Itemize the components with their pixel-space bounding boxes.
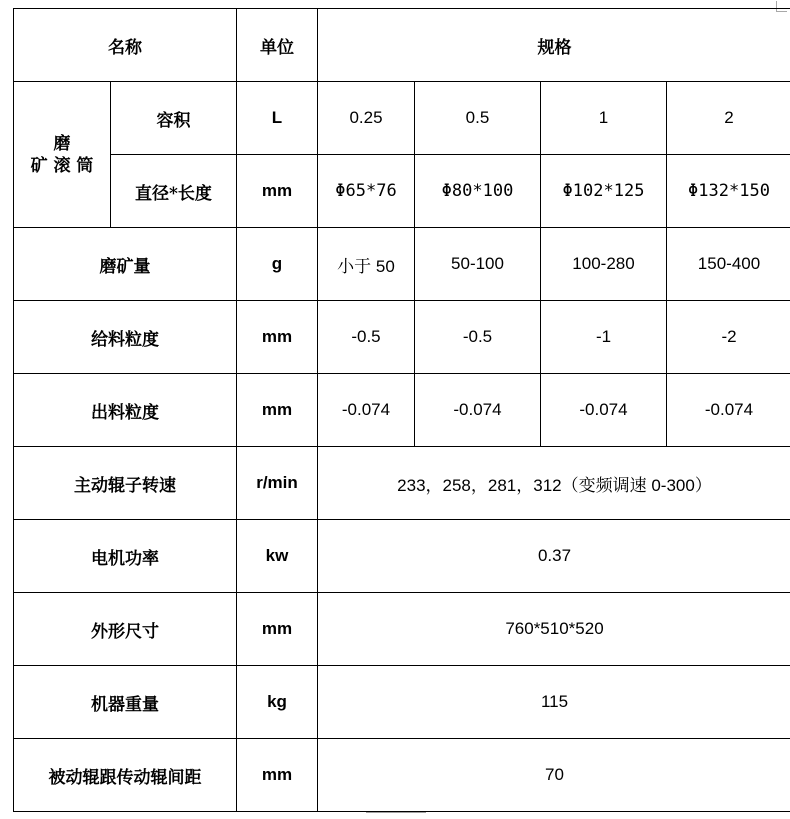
row-value: 150-400 — [667, 228, 790, 301]
spec-table — [13, 8, 790, 812]
row-value: 100-280 — [541, 228, 667, 301]
header-row — [14, 9, 790, 82]
row-label: 外形尺寸 — [14, 593, 237, 666]
roller-speed-row — [14, 447, 790, 520]
row-unit: mm — [237, 301, 318, 374]
size-value: Φ65*76 — [318, 155, 415, 228]
capacity-value: 2 — [667, 82, 790, 155]
row-unit: mm — [237, 593, 318, 666]
feed-size-row — [14, 301, 790, 374]
row-unit: kw — [237, 520, 318, 593]
size-value: Φ80*100 — [415, 155, 541, 228]
capacity-label: 容积 — [111, 82, 237, 155]
row-value: -0.074 — [667, 374, 790, 447]
row-unit: kg — [237, 666, 318, 739]
row-value: -0.5 — [415, 301, 541, 374]
header-unit: 单位 — [237, 9, 318, 82]
row-unit: mm — [237, 374, 318, 447]
row-value: -0.074 — [415, 374, 541, 447]
row-unit: g — [237, 228, 318, 301]
row-label: 电机功率 — [14, 520, 237, 593]
roller-gap-row — [14, 739, 790, 812]
capacity-value: 0.5 — [415, 82, 541, 155]
row-label: 磨矿量 — [14, 228, 237, 301]
capacity-row — [14, 82, 790, 155]
row-value: 233，258，281，312（变频调速 0-300） — [318, 447, 790, 520]
size-value: Φ132*150 — [667, 155, 790, 228]
row-value: -0.074 — [318, 374, 415, 447]
drum-label — [14, 82, 111, 228]
row-value: 50-100 — [415, 228, 541, 301]
row-value: -2 — [667, 301, 790, 374]
row-label: 出料粒度 — [14, 374, 237, 447]
row-value: -0.5 — [318, 301, 415, 374]
capacity-unit: L — [237, 82, 318, 155]
row-value: -1 — [541, 301, 667, 374]
header-spec: 规格 — [318, 9, 790, 82]
row-value: 0.37 — [318, 520, 790, 593]
discharge-size-row — [14, 374, 790, 447]
size-unit: mm — [237, 155, 318, 228]
size-label: 直径*长度 — [111, 155, 237, 228]
size-row — [14, 155, 790, 228]
grinding-amount-row — [14, 228, 790, 301]
row-label: 机器重量 — [14, 666, 237, 739]
motor-power-row — [14, 520, 790, 593]
weight-row — [14, 666, 790, 739]
row-value: 760*510*520 — [318, 593, 790, 666]
row-unit: mm — [237, 739, 318, 812]
row-value: 70 — [318, 739, 790, 812]
header-name: 名称 — [14, 9, 237, 82]
row-value: -0.074 — [541, 374, 667, 447]
row-label: 被动辊跟传动辊间距 — [14, 739, 237, 812]
row-label: 给料粒度 — [14, 301, 237, 374]
size-value: Φ102*125 — [541, 155, 667, 228]
row-value: 小于 50 — [318, 228, 415, 301]
row-value: 115 — [318, 666, 790, 739]
capacity-value: 1 — [541, 82, 667, 155]
dimensions-row — [14, 593, 790, 666]
capacity-value: 0.25 — [318, 82, 415, 155]
row-label: 主动辊子转速 — [14, 447, 237, 520]
drum-label-bottom: 矿 滚 筒 — [14, 155, 110, 177]
row-unit: r/min — [237, 447, 318, 520]
drum-label-top: 磨 — [14, 133, 110, 155]
